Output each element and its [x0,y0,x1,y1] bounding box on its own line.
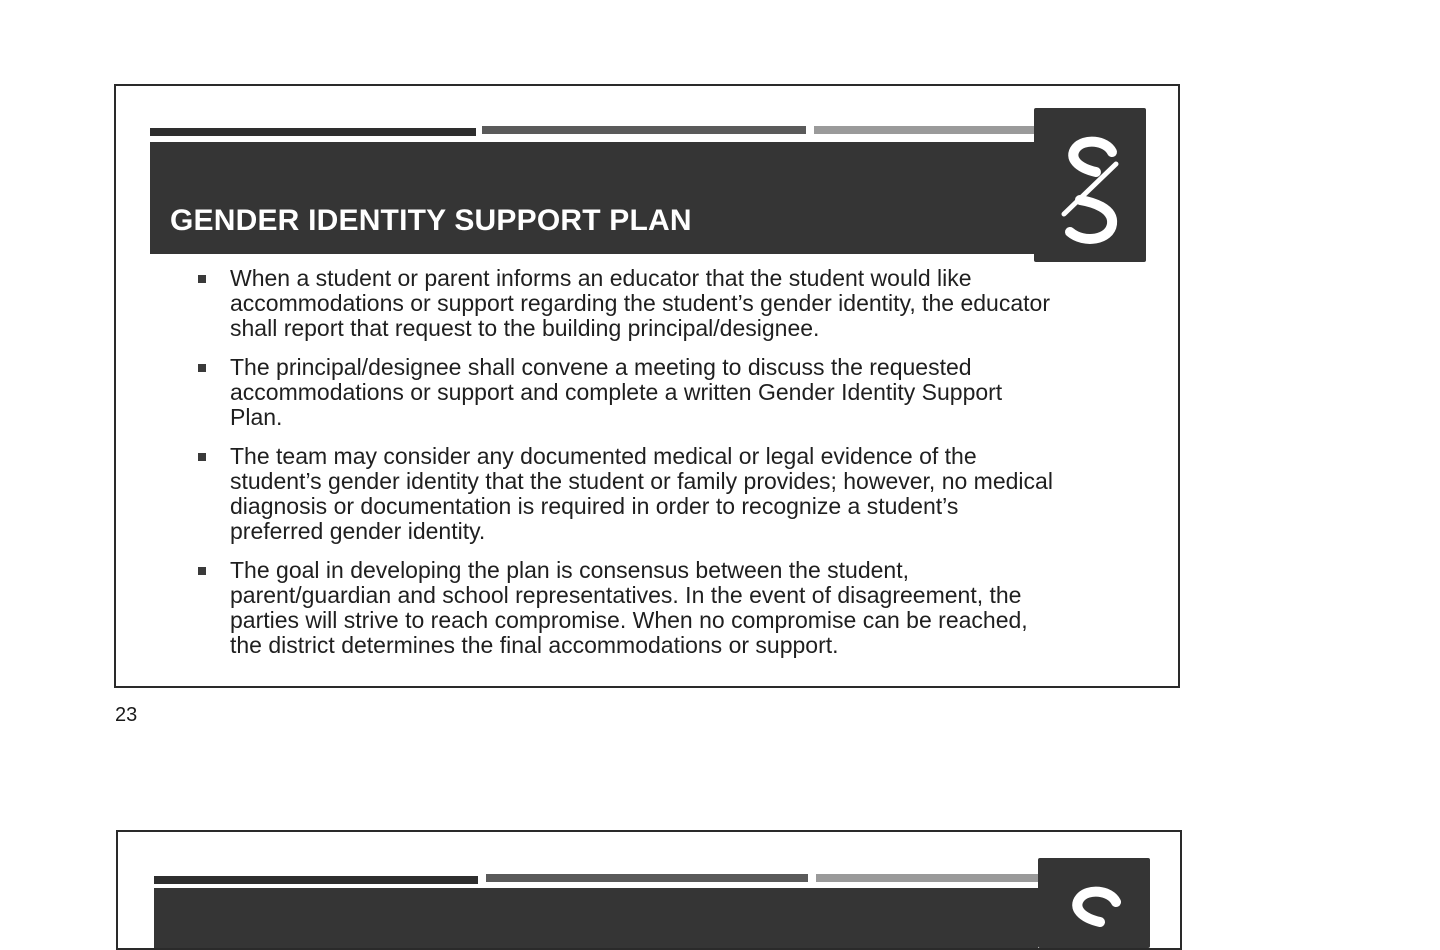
title-bar [150,142,1034,254]
header-stripe-mid [486,874,808,882]
list-item [196,558,1056,658]
bullet-text: The goal in developing the plan is consensus between the student, parent/guardian and school representatives. In the event of disagreement, the parties will strive to reach compromise. When no compromise can be reached, the district determines the final accommodations or support. [230,557,1028,658]
bullet-text: The team may consider any documented medical or legal evidence of the student’s gender identity that the student or family provides; however, no medical diagnosis or documentation is required in order to recognize a student’s preferred gender identity. [230,443,1053,544]
square-bullet-icon [198,453,206,461]
header-stripe-light [814,126,1038,134]
square-bullet-icon [198,275,206,283]
bullet-text: When a student or parent informs an educator that the student would like accommodations or support regarding the student’s gender identity, the educator shall report that request to the building principal/designee. [230,265,1050,341]
header-stripe-light [816,874,1038,882]
ss-logo-icon [1034,108,1146,262]
header-stripe-dark [150,128,476,136]
square-bullet-icon [198,567,206,575]
list-item [196,355,1056,430]
page-number: 23 [115,704,138,726]
header-stripe-dark [154,876,478,884]
list-item [196,266,1056,341]
slide-title: GENDER IDENTITY SUPPORT PLAN [170,204,692,237]
bullet-list [196,266,1056,672]
ss-logo-icon [1038,858,1150,948]
list-item [196,444,1056,544]
header-stripe-mid [482,126,806,134]
slide-gender-identity-support-plan [114,84,1180,688]
square-bullet-icon [198,364,206,372]
title-bar [154,888,1038,948]
slide-next [116,830,1182,950]
bullet-text: The principal/designee shall convene a meeting to discuss the requested accommodations or support and complete a written Gender Identity Support Plan. [230,354,1003,430]
